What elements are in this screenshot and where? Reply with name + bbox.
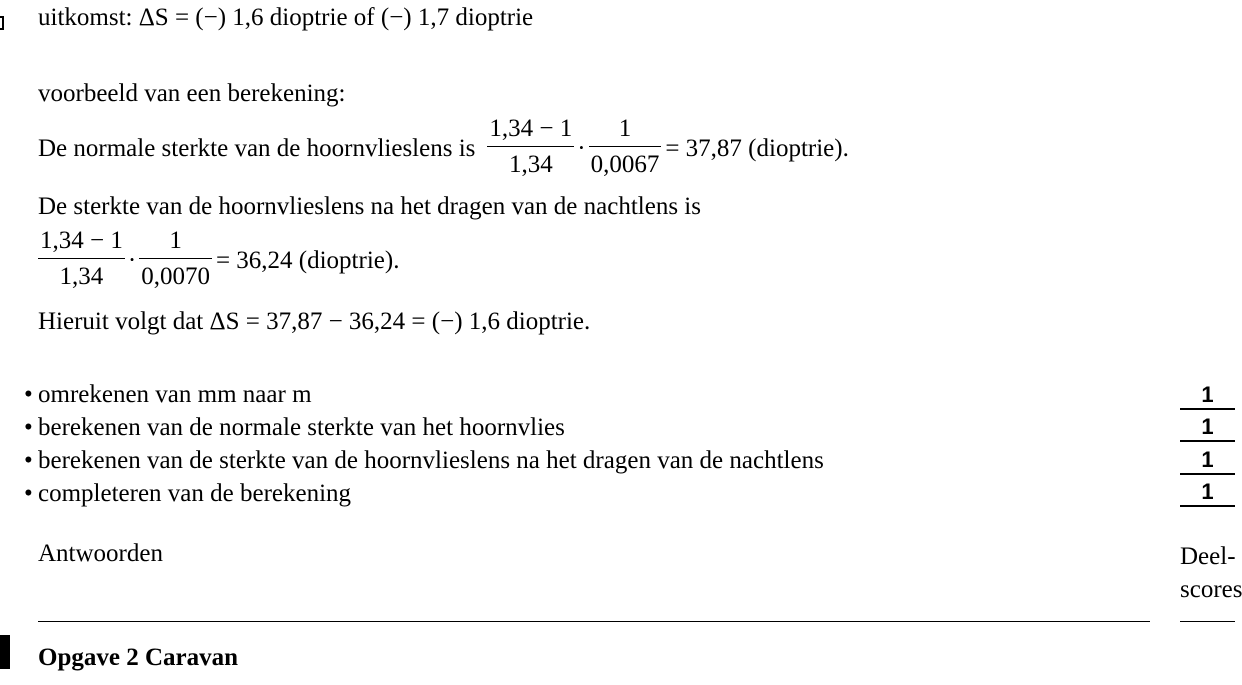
scoring-list <box>24 378 824 510</box>
normal-strength-line: De normale sterkte van de hoornvlieslens is $\frac{1,34 - 1}{1,34}$ · $\frac{1}{0,0067}$ = 37,87 (dioptrie). <box>38 114 849 184</box>
footer-left-label: Antwoorden <box>38 540 163 567</box>
checkbox-icon <box>0 16 4 30</box>
list-item: • berekenen van de sterkte van de hoornvlieslens na het dragen van de nachtlens <box>24 447 824 474</box>
divider <box>1180 621 1235 622</box>
list-item: • berekenen van de normale sterkte van het hoornvlies <box>24 414 565 441</box>
fraction: $\frac{1,34 - 1}{1,34}$ <box>487 112 574 183</box>
section-title: Opgave 2 Caravan <box>38 644 238 671</box>
section-marker-icon <box>0 635 10 669</box>
fraction: $\frac{1,34 - 1}{1,34}$ <box>38 224 125 295</box>
score-value: 1 <box>1180 382 1235 410</box>
fraction: $\frac{1}{0,0067}$ <box>589 112 662 183</box>
after-strength-line: De sterkte van de hoornvlieslens na het dragen van de nachtlens is <box>38 193 701 220</box>
example-intro: voorbeeld van een berekening: <box>38 80 346 107</box>
list-item: • completeren van de berekening <box>24 480 352 507</box>
score-value: 1 <box>1180 479 1235 507</box>
footer-right-label: Deel- scores <box>1180 543 1242 603</box>
conclusion-line: Hieruit volgt dat ΔS = 37,87 − 36,24 = (−) 1,6 dioptrie. <box>38 308 591 335</box>
score-value: 1 <box>1180 447 1235 475</box>
after-strength-formula: $\frac{1,34 - 1}{1,34}$ · $\frac{1}{0,0070}$ = 36,24 (dioptrie). <box>38 226 399 296</box>
fraction: $\frac{1}{0,0070}$ <box>139 224 212 295</box>
score-value: 1 <box>1180 414 1235 442</box>
divider <box>38 621 1150 622</box>
list-item: • omrekenen van mm naar m <box>24 381 312 408</box>
